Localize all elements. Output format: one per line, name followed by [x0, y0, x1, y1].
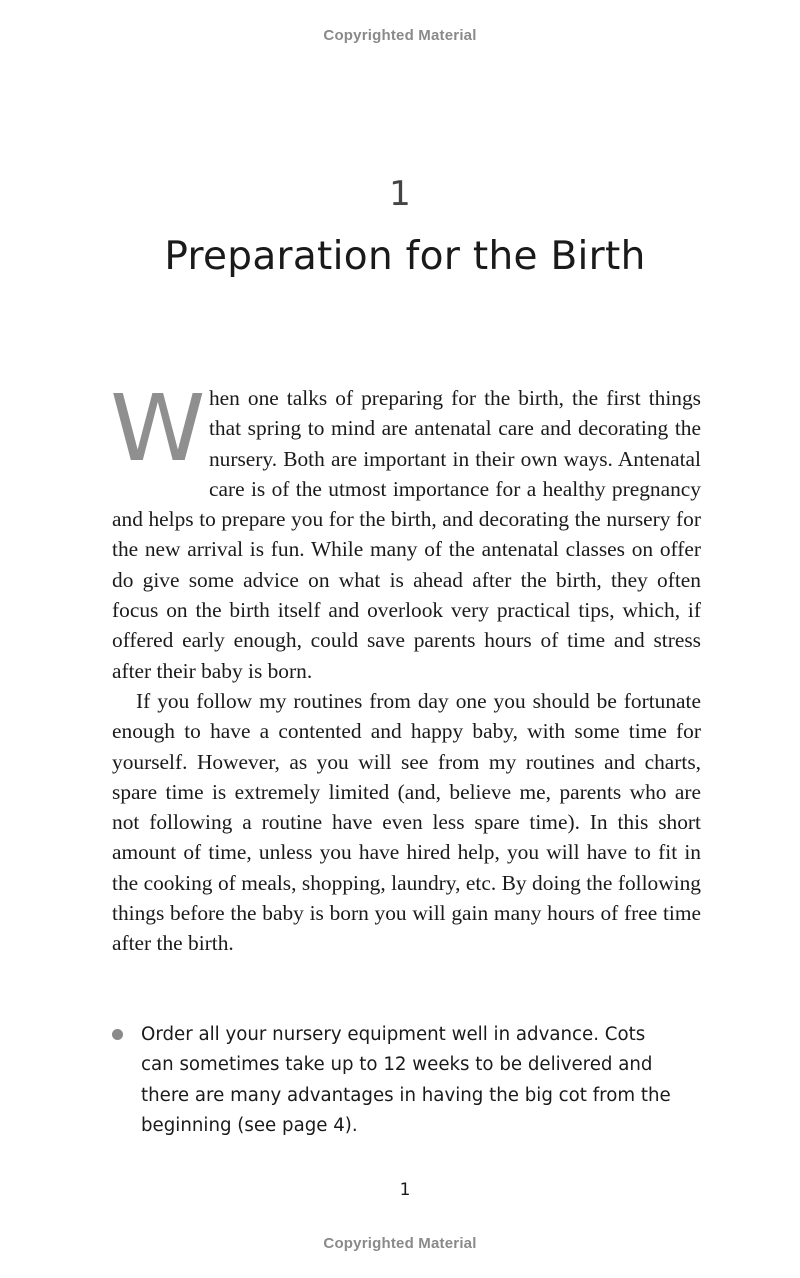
- list-item-text: Order all your nursery equipment well in advance. Cots can sometimes take up to 12 weeks to be delivered and there are many advantages in having the big cot from the beginning (see page 4).: [141, 1024, 671, 1136]
- watermark-bottom: Copyrighted Material: [323, 1235, 477, 1252]
- watermark-top: Copyrighted Material: [323, 27, 477, 44]
- bullet-icon: [112, 1029, 123, 1040]
- body-text: [110, 375, 701, 959]
- chapter-title: Preparation for the Birth: [164, 234, 646, 279]
- list-item: [112, 1020, 672, 1141]
- paragraph-1-text: hen one talks of preparing for the birth, the first things that spring to mind are antenatal care and decorating the nursery. Both are important in their own ways. Antenatal care is of the utmost importance for a healthy pregnancy and helps to prepare you for the birth, and decorating the nursery for the new arrival is fun. While many of the antenatal classes on offer do give some advice on what is ahead after the birth, they often focus on the birth itself and overlook very practical tips, which, if offered early enough, could save parents hours of time and stress after their baby is born.: [112, 386, 701, 683]
- page-number: 1: [399, 1180, 411, 1200]
- drop-cap: W: [110, 375, 206, 482]
- paragraph-1: [110, 375, 701, 686]
- chapter-number: 1: [389, 174, 411, 214]
- paragraph-2: If you follow my routines from day one you should be fortunate enough to have a contented and happy baby, with some time for yourself. However, as you will see from my routines and charts, spare time is extremely limited (and, believe me, parents who are not following a routine have even less spare time). In this short amount of time, unless you have hired help, you will have to fit in the cooking of meals, shopping, laundry, etc. By doing the following things before the baby is born you will gain many hours of free time after the birth.: [112, 688, 701, 956]
- bullet-list: [112, 1020, 672, 1141]
